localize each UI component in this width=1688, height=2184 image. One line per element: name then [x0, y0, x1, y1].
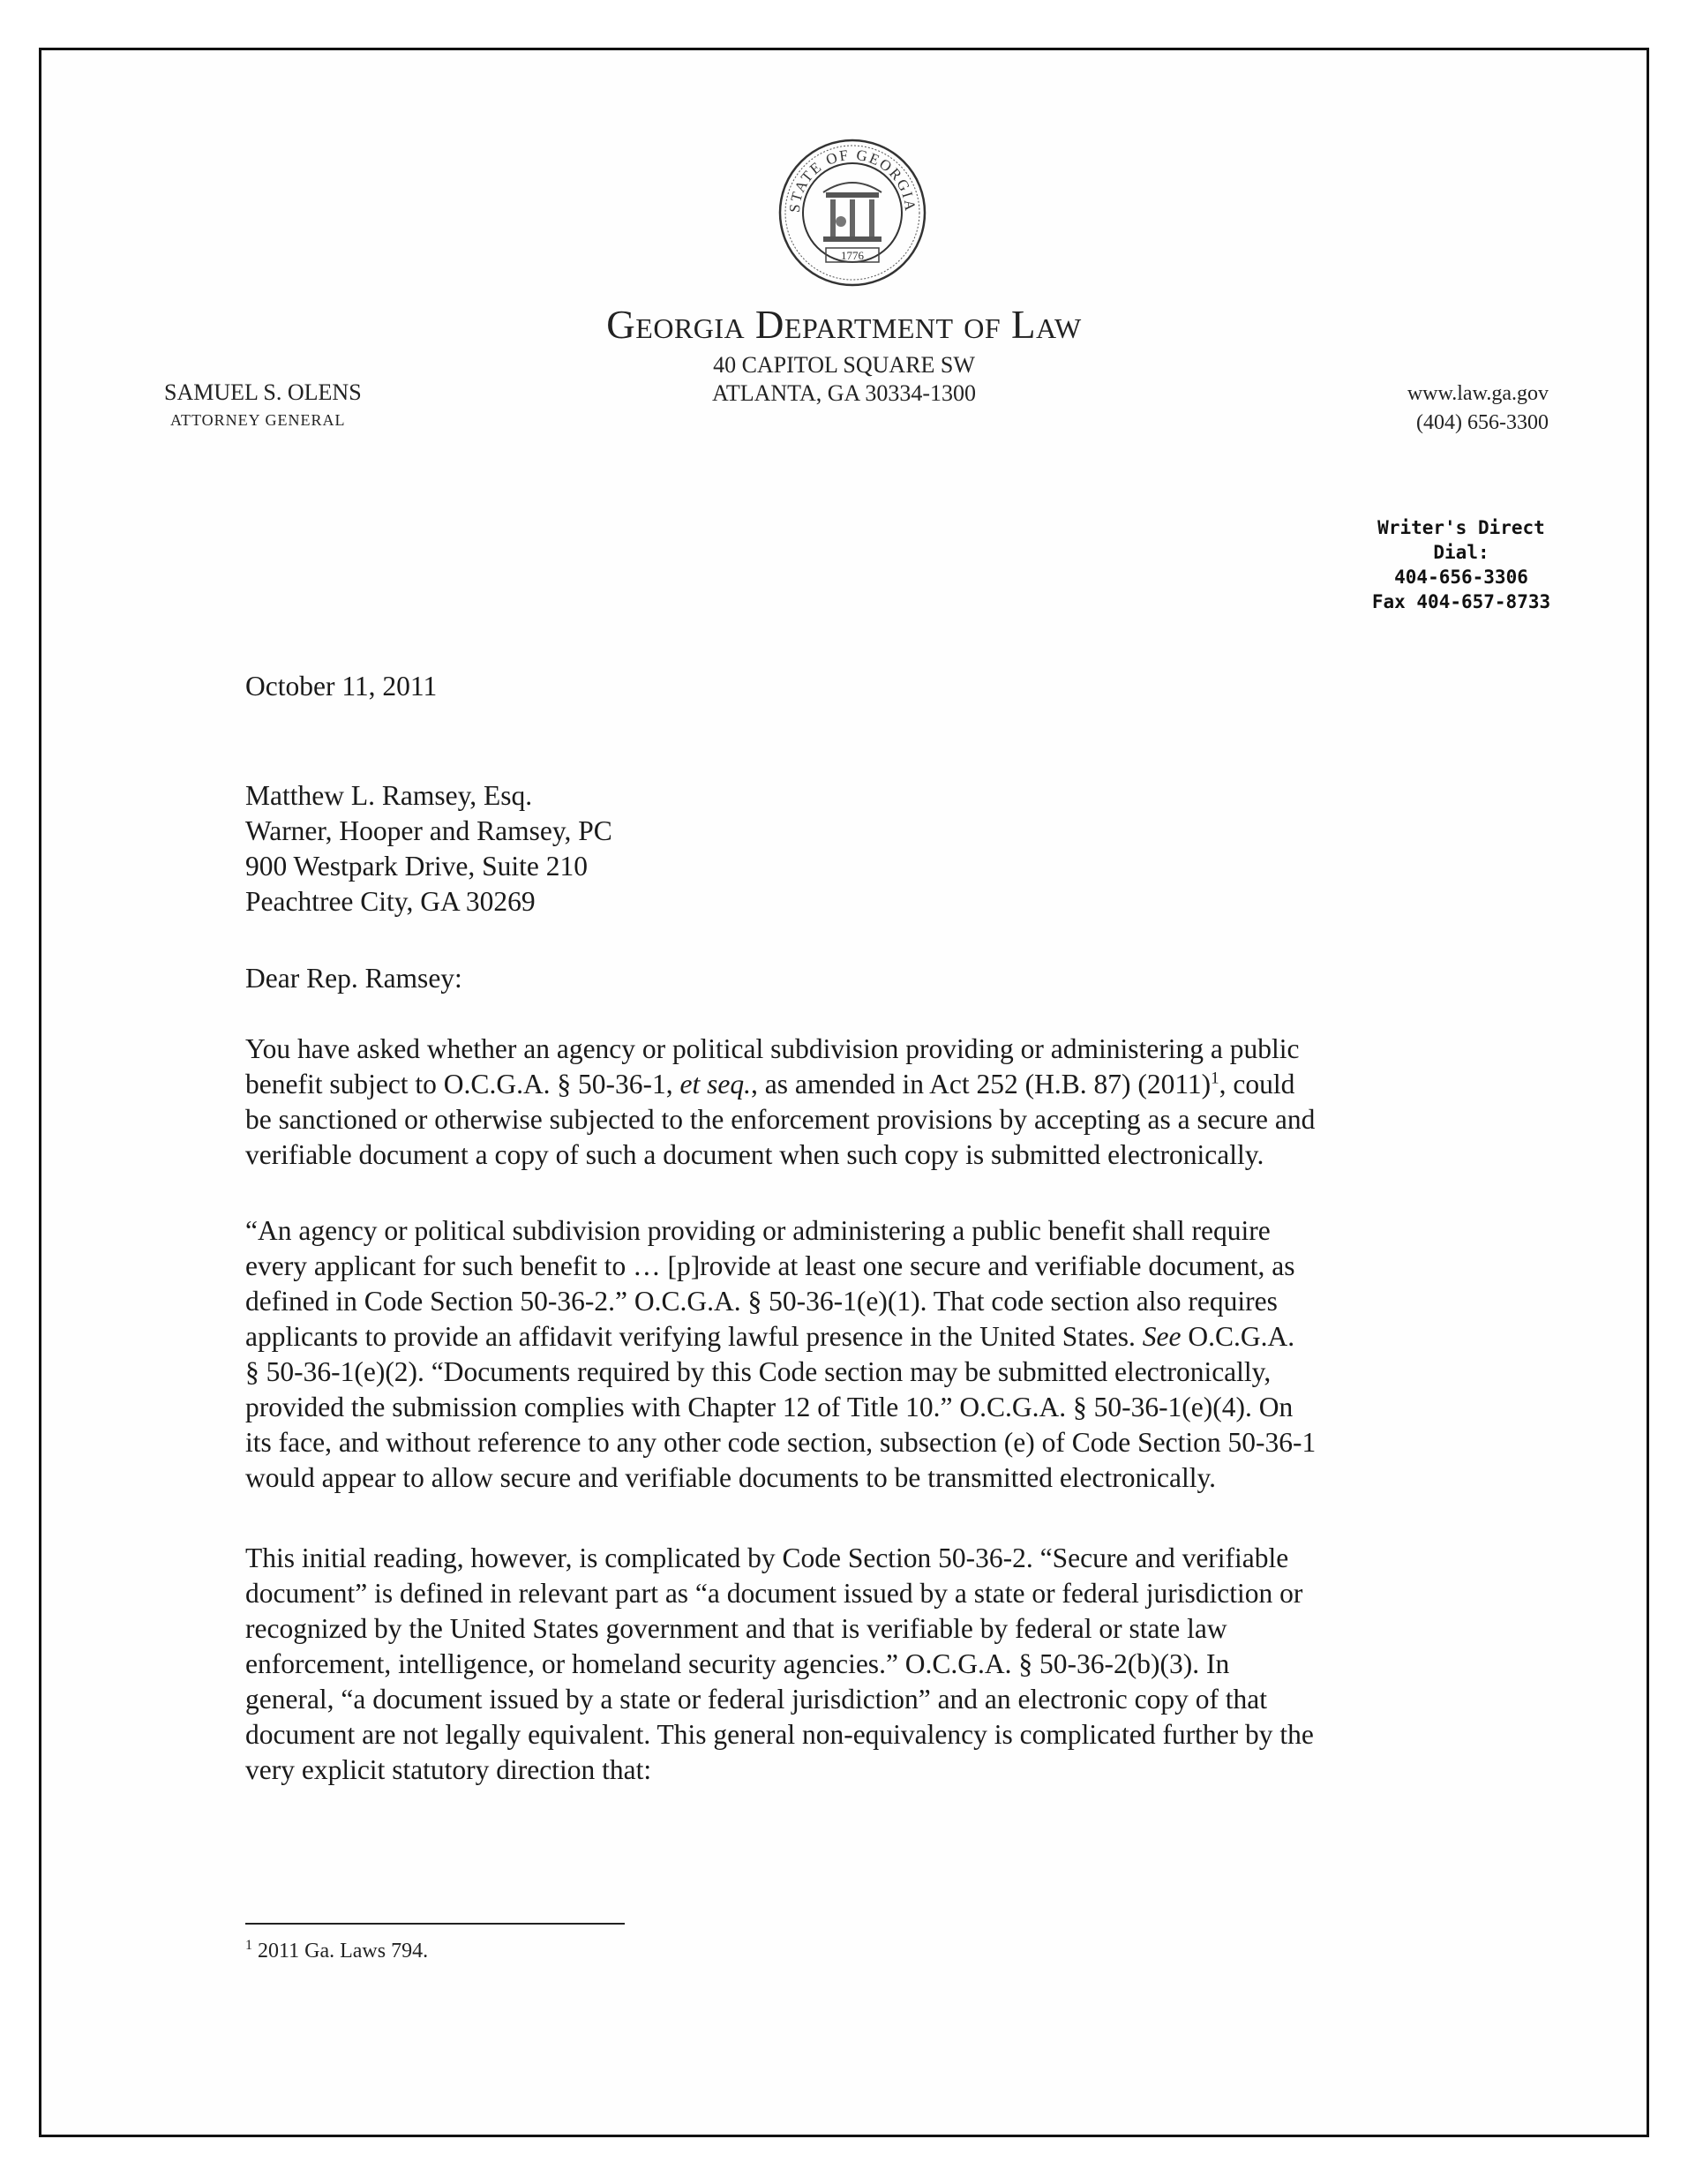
recipient-street: 900 Westpark Drive, Suite 210	[245, 851, 588, 882]
paragraph-line: document” is defined in relevant part as “a document issued by a state or federal jurisdiction or	[245, 1578, 1303, 1609]
paragraph-2	[245, 1213, 1472, 1496]
address-street: 40 CAPITOL SQUARE SW	[713, 352, 975, 378]
direct-phone: 404-656-3306	[1394, 567, 1528, 588]
department-name: Georgia Department of Law	[606, 303, 1082, 347]
attorney-general-title: ATTORNEY GENERAL	[170, 411, 346, 429]
paragraph-line: recognized by the United States government and that is verifiable by federal or state law	[245, 1613, 1227, 1644]
paragraph-line	[245, 1067, 1472, 1102]
paragraph-line: § 50-36-1(e)(2). “Documents required by this Code section may be submitted electronically,	[245, 1356, 1272, 1387]
paragraph-line: You have asked whether an agency or political subdivision providing or administering a public	[245, 1033, 1300, 1064]
recipient-name: Matthew L. Ramsey, Esq.	[245, 780, 533, 811]
paragraph-line: enforcement, intelligence, or homeland security agencies.” O.C.G.A. § 50-36-2(b)(3). In	[245, 1648, 1230, 1679]
paragraph-line: be sanctioned or otherwise subjected to the enforcement provisions by accepting as a secure and	[245, 1104, 1316, 1135]
paragraph-line: every applicant for such benefit to … [p]rovide at least one secure and verifiable document, as	[245, 1250, 1295, 1281]
footnote-divider	[245, 1923, 625, 1925]
paragraph-line: verifiable document a copy of such a document when such copy is submitted electronically.	[245, 1139, 1264, 1170]
paragraph-line: “An agency or political subdivision providing or administering a public benefit shall require	[245, 1215, 1271, 1246]
salutation: Dear Rep. Ramsey:	[245, 963, 462, 994]
writers-direct-dial	[1347, 515, 1576, 614]
text-run: applicants to provide an affidavit verifying lawful presence in the United States.	[245, 1321, 1143, 1352]
georgia-state-seal	[777, 138, 927, 288]
footnote-1	[245, 1940, 428, 1963]
direct-label-1: Writer's Direct	[1377, 517, 1545, 538]
recipient-city: Peachtree City, GA 30269	[245, 886, 536, 917]
text-run: O.C.G.A.	[1181, 1321, 1295, 1352]
seal-icon	[777, 138, 927, 288]
paragraph-line	[245, 1319, 1472, 1355]
footnote-reference[interactable]: 1	[1211, 1069, 1219, 1088]
address-city: ATLANTA, GA 30334-1300	[711, 380, 977, 406]
direct-label-2: Dial:	[1433, 542, 1489, 563]
footnote-text: 2011 Ga. Laws 794.	[258, 1940, 429, 1963]
main-phone: (404) 656-3300	[1416, 411, 1549, 434]
italic-signal: See	[1142, 1321, 1182, 1352]
paragraph-line: This initial reading, however, is complicated by Code Section 50-36-2. “Secure and verifiable	[245, 1542, 1289, 1573]
paragraph-line: would appear to allow secure and verifiable documents to be transmitted electronically.	[245, 1462, 1217, 1493]
paragraph-line: document are not legally equivalent. This general non-equivalency is complicated further by the	[245, 1719, 1314, 1750]
text-run: benefit subject to O.C.G.A. § 50-36-1,	[245, 1069, 680, 1100]
svg-text:1776: 1776	[841, 249, 864, 262]
paragraph-3	[245, 1541, 1472, 1788]
attorney-general-name: SAMUEL S. OLENS	[164, 379, 362, 405]
contact-block	[1407, 379, 1549, 438]
paragraph-1	[245, 1032, 1472, 1173]
paragraph-line: its face, and without reference to any other code section, subsection (e) of Code Section 50-36-1	[245, 1427, 1317, 1458]
paragraph-line: defined in Code Section 50-36-2.” O.C.G.A. § 50-36-1(e)(1). That code section also requires	[245, 1286, 1278, 1317]
letter-date: October 11, 2011	[245, 671, 438, 702]
italic-citation: et seq.	[679, 1069, 752, 1100]
text-run: , as amended in Act 252 (H.B. 87) (2011)	[751, 1069, 1212, 1100]
paragraph-line: general, “a document issued by a state or federal jurisdiction” and an electronic copy of that	[245, 1684, 1268, 1715]
paragraph-line: very explicit statutory direction that:	[245, 1754, 652, 1785]
recipient-firm: Warner, Hooper and Ramsey, PC	[245, 815, 612, 846]
footnote-mark: 1	[245, 1938, 252, 1953]
fax-number: Fax 404-657-8733	[1371, 591, 1551, 612]
recipient-address	[245, 778, 1472, 919]
paragraph-line: provided the submission complies with Chapter 12 of Title 10.” O.C.G.A. § 50-36-1(e)(4). On	[245, 1392, 1294, 1422]
svg-text:STATE OF GEORGIA: STATE OF GEORGIA	[785, 146, 919, 214]
website-link: www.law.ga.gov	[1407, 382, 1549, 405]
text-run: , could	[1219, 1069, 1295, 1100]
